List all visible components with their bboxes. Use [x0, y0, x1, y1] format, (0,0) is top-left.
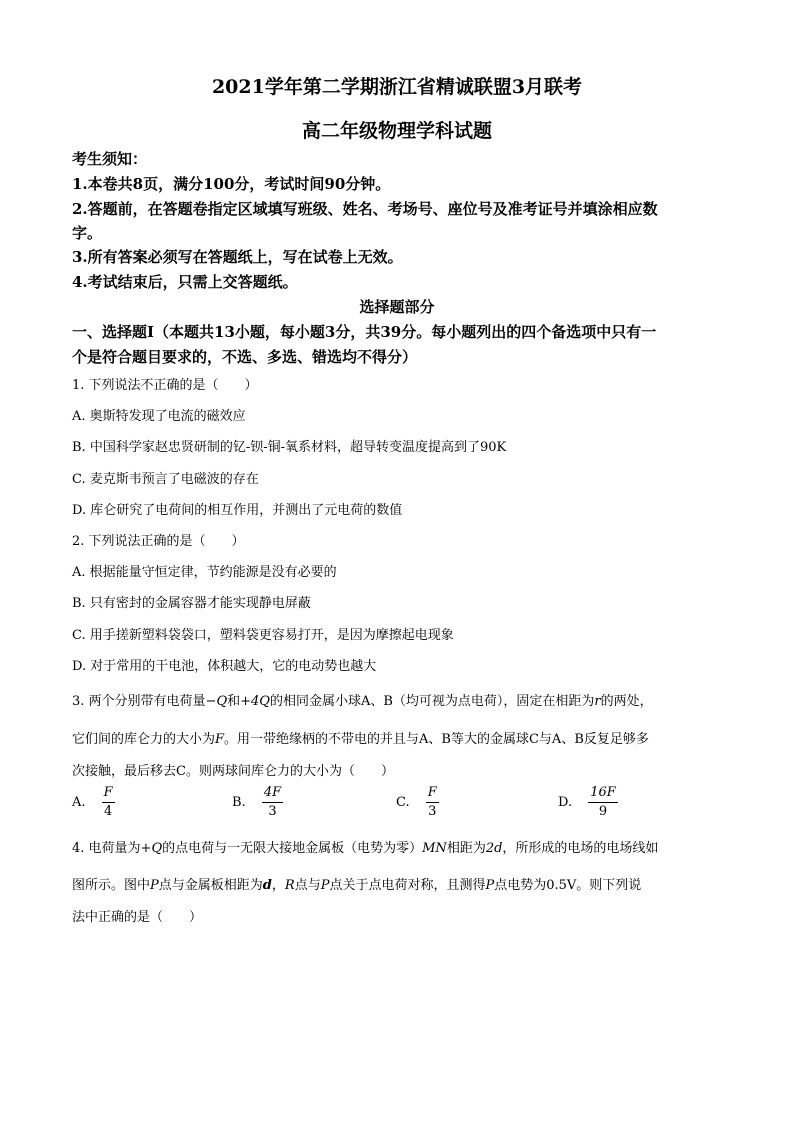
q1-option-c: C. 麦克斯韦预言了电磁波的存在 — [72, 472, 259, 487]
q3-line-2 — [72, 728, 649, 747]
notice-item-2: 2.答题前，在答题卷指定区域填写班级、姓名、考场号、座位号及准考证号并填涂相应数 — [72, 200, 658, 218]
exam-title: 2021学年第二学期浙江省精诚联盟3月联考 — [211, 76, 583, 98]
q3-text: 的相同金属小球A、B（均可视为点电荷），固定在相距为 — [269, 694, 595, 709]
q3-option-d — [558, 784, 618, 821]
q4-distance-2d: 2d — [485, 841, 503, 856]
q4-line-1 — [72, 837, 658, 856]
q3-force-f: F — [215, 732, 225, 747]
q2-option-c: C. 用手搓新塑料袋袋口，塑料袋更容易打开，是因为摩擦起电现象 — [72, 628, 454, 643]
q3-option-a-numerator: F — [102, 784, 115, 803]
q3-text: 和 — [227, 694, 241, 709]
q4-text: ， — [271, 878, 285, 893]
q3-option-a-fraction — [102, 784, 115, 821]
q3-option-a-denominator: 4 — [104, 804, 113, 819]
q4-text: 点与 — [294, 878, 321, 893]
q3-option-b-denominator: 3 — [268, 804, 277, 819]
notice-item-3: 3.所有答案必须写在答题纸上，写在试卷上无效。 — [72, 248, 403, 266]
q4-point-r: R — [284, 878, 295, 893]
q3-option-a-label: A. — [72, 795, 86, 810]
section-title: 选择题部分 — [359, 298, 435, 316]
q3-text: 的两处， — [600, 694, 653, 709]
q2-option-d: D. 对于常用的干电池，体积越大，它的电动势也越大 — [72, 659, 377, 674]
q3-option-b-fraction — [262, 784, 283, 821]
q4-potential-value: 0.5V — [546, 878, 577, 893]
q2-option-b: B. 只有密封的金属容器才能实现静电屏蔽 — [72, 596, 311, 611]
q1-option-b: B. 中国科学家赵忠贤研制的钇-钡-铜-氧系材料，超导转变温度提高到了90K — [72, 440, 507, 455]
q1-option-d: D. 库仑研究了电荷间的相互作用，并测出了元电荷的数值 — [72, 503, 403, 518]
q4-point-p: P — [150, 878, 159, 893]
q3-option-c-fraction — [426, 784, 439, 821]
q3-option-c-label: C. — [396, 795, 410, 810]
q4-distance-d: d — [262, 878, 272, 893]
q4-text: 点电势为 — [494, 878, 547, 893]
q4-point-p: P — [320, 878, 330, 893]
q2-stem: 2. 下列说法正确的是（ ） — [72, 534, 245, 549]
q3-option-d-denominator: 9 — [598, 804, 608, 819]
q3-charge-2: +4Q — [240, 694, 270, 709]
notice-item-4: 4.考试结束后，只需上交答题纸。 — [72, 273, 298, 291]
q3-line-1 — [72, 690, 653, 709]
q3-option-c-denominator: 3 — [428, 804, 437, 819]
q3-text: 它们间的库仑力的大小为 — [72, 732, 216, 747]
q3-charge-1: −Q — [205, 694, 228, 709]
section-intro-line-2: 个是符合题目要求的，不选、多选、错选均不得分） — [72, 348, 418, 366]
q3-option-b-numerator: 4F — [262, 784, 283, 803]
q4-text: 的点电荷与一无限大接地金属板（电势为零） — [162, 841, 423, 856]
q3-distance-r: r — [594, 694, 601, 709]
q4-text: ，所形成的电场的电场线如 — [502, 841, 659, 856]
notice-item-2-cont: 字。 — [72, 224, 103, 242]
q3-line-3: 次接触，最后移去C。则两球间库仑力的大小为（ ） — [72, 764, 394, 779]
q4-text: 点与金属板相距为 — [158, 878, 263, 893]
q3-option-d-numerator: 16F — [588, 784, 618, 803]
q3-option-b-label: B. — [232, 795, 246, 810]
section-intro-line-1: 一、选择题Ⅰ（本题共13小题，每小题3分，共39分。每小题列出的四个备选项中只有一 — [72, 323, 657, 341]
q4-plate-mn: MN — [422, 841, 447, 856]
q1-stem: 1. 下列说法不正确的是（ ） — [72, 378, 258, 393]
q3-option-a — [72, 784, 115, 821]
q3-option-d-fraction — [588, 784, 618, 821]
exam-subtitle: 高二年级物理学科试题 — [301, 120, 492, 142]
q3-text: 。用一带绝缘柄的不带电的并且与A、B等大的金属球C与A、B反复足够多 — [224, 732, 649, 747]
q3-option-b — [232, 784, 283, 821]
q4-charge: +Q — [140, 841, 163, 856]
q4-point-p: P — [485, 878, 495, 893]
q4-line-2 — [72, 874, 641, 893]
q4-text: 相距为 — [446, 841, 486, 856]
q3-option-c — [396, 784, 439, 821]
notice-heading: 考生须知： — [72, 150, 148, 168]
q4-text: 点关于点电荷对称，且测得 — [329, 878, 486, 893]
q2-option-a: A. 根据能量守恒定律，节约能源是没有必要的 — [72, 565, 337, 580]
q3-text: 3. 两个分别带有电荷量 — [72, 694, 206, 709]
q1-option-a: A. 奥斯特发现了电流的磁效应 — [72, 409, 246, 424]
q4-text: 4. 电荷量为 — [72, 841, 141, 856]
q4-text: 图所示。图中 — [72, 878, 151, 893]
q3-option-d-label: D. — [558, 795, 573, 810]
q3-option-c-numerator: F — [426, 784, 439, 803]
notice-item-1: 1.本卷共8页，满分100分，考试时间90分钟。 — [72, 175, 391, 193]
q4-text: 。则下列说 — [576, 878, 642, 893]
q4-line-3: 法中正确的是（ ） — [72, 910, 203, 925]
